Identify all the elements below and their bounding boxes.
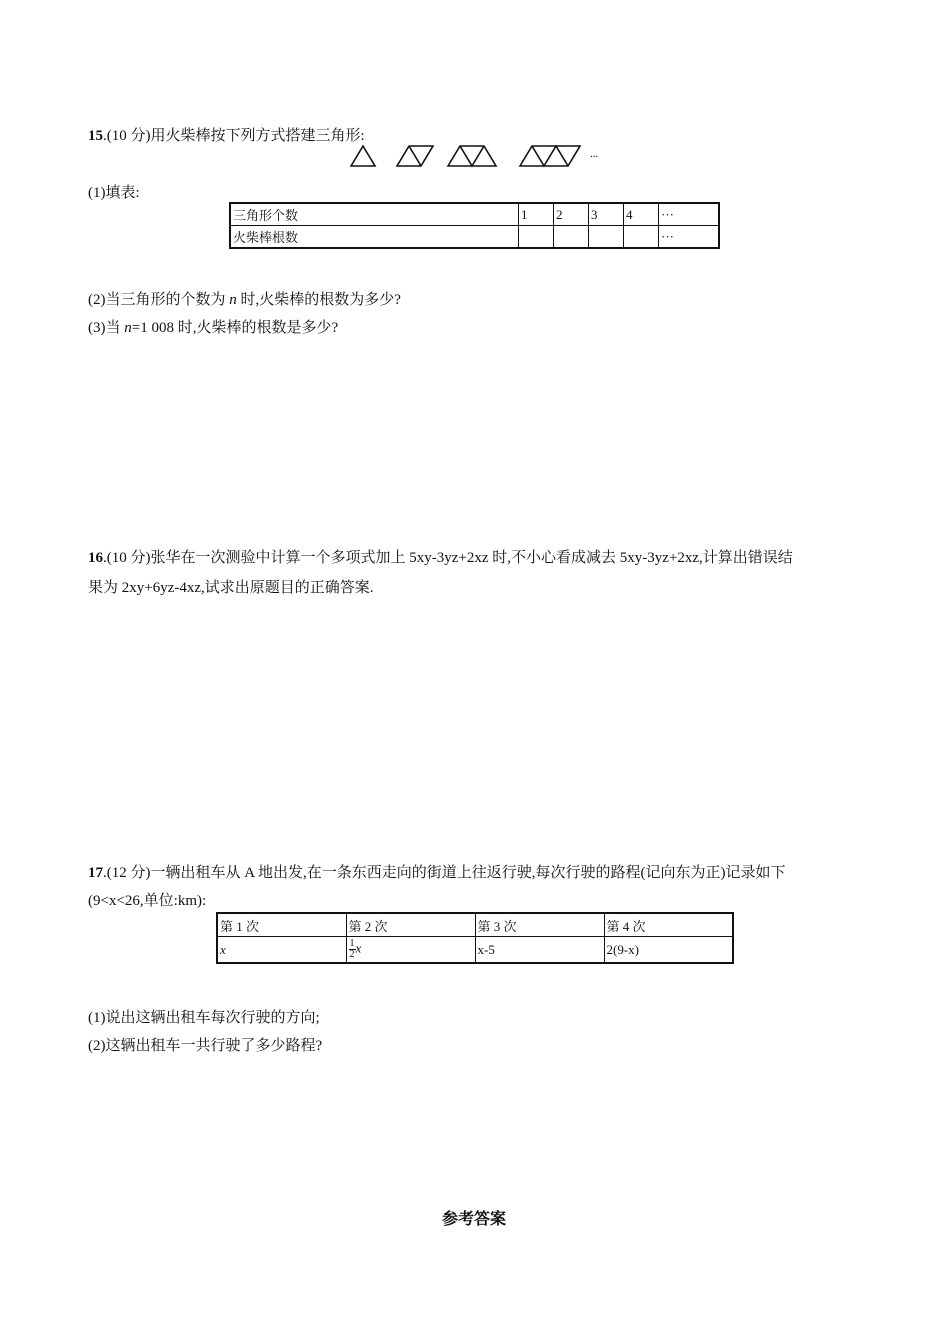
fraction-var: x xyxy=(355,940,362,956)
q15-number: 15 xyxy=(88,128,103,144)
q17-part1: (1)说出这辆出租车每次行驶的方向; xyxy=(88,1010,320,1026)
q15-part3-text-a: (3)当 xyxy=(88,320,125,336)
fraction-denominator: 2 xyxy=(349,949,355,960)
q17-line2: (9<x<26,单位:km): xyxy=(88,893,207,909)
q16-number: 16 xyxy=(88,550,103,566)
q15-stem xyxy=(88,124,365,145)
table-row xyxy=(230,203,719,226)
q15-stem-text: .(10 分)用火柴棒按下列方式搭建三角形: xyxy=(103,128,365,144)
table-row xyxy=(217,913,733,937)
q15-part3-var: n xyxy=(124,320,132,336)
q16-line1 xyxy=(88,546,793,567)
q17-line1-text: .(12 分)一辆出租车从 A 地出发,在一条东西走向的街道上往返行驶,每次行驶的路程(记向东为正)记录如下 xyxy=(103,865,786,881)
figure-one-triangle xyxy=(351,146,375,166)
q15-part3 xyxy=(88,316,338,337)
q16-line1-text: .(10 分)张华在一次测验中计算一个多项式加上 5xy-3yz+2xz 时,不小心看成减去 5xy-3yz+2xz,计算出错误结 xyxy=(103,550,793,566)
table-header-cell: 第 1 次 xyxy=(217,913,346,937)
table-header-cell: 第 4 次 xyxy=(604,913,733,937)
table-cell: 2 xyxy=(554,203,589,226)
table-header-cell: 第 2 次 xyxy=(346,913,475,937)
table-cell: 4 xyxy=(624,203,659,226)
table-cell: ··· xyxy=(659,203,720,226)
q15-part3-text-b: =1 008 时,火柴棒的根数是多少? xyxy=(131,320,339,336)
q15-part1: (1)填表: xyxy=(88,185,140,201)
answer-key-title: 参考答案 xyxy=(442,1209,507,1228)
figure-four-triangles xyxy=(520,146,580,166)
table-row xyxy=(230,226,719,249)
q15-table xyxy=(229,202,720,249)
fraction-numerator: 1 xyxy=(349,938,355,949)
table-cell-fraction xyxy=(346,937,475,964)
row-header-triangles: 三角形个数 xyxy=(230,203,519,226)
q15-part2-text-a: (2)当三角形的个数为 xyxy=(88,292,230,308)
q15-part2-text-b: 时,火柴棒的根数为多少? xyxy=(236,292,401,308)
table-header-cell: 第 3 次 xyxy=(475,913,604,937)
table-cell: 1 xyxy=(519,203,554,226)
q15-part2-var: n xyxy=(229,292,237,308)
table-cell: 2(9-x) xyxy=(604,937,733,964)
table-cell: x-5 xyxy=(475,937,604,964)
table-cell-empty xyxy=(554,226,589,249)
table-cell-empty xyxy=(519,226,554,249)
q17-part2: (2)这辆出租车一共行驶了多少路程? xyxy=(88,1038,323,1054)
q17-line1 xyxy=(88,861,786,882)
figure-three-triangles xyxy=(448,146,496,166)
q17-number: 17 xyxy=(88,865,103,881)
table-cell-empty xyxy=(589,226,624,249)
row-header-matchsticks: 火柴棒根数 xyxy=(230,226,519,249)
table-cell-empty xyxy=(624,226,659,249)
q17-table xyxy=(216,912,734,964)
table-row xyxy=(217,937,733,964)
table-cell: ··· xyxy=(659,226,720,249)
q16-line2: 果为 2xy+6yz-4xz,试求出原题目的正确答案. xyxy=(88,580,374,596)
table-cell: x xyxy=(217,937,346,964)
table-cell: 3 xyxy=(589,203,624,226)
figure-ellipsis: ... xyxy=(590,148,599,160)
figure-two-triangles xyxy=(397,146,433,166)
fraction xyxy=(349,939,356,960)
q15-part2 xyxy=(88,288,401,309)
matchstick-triangles-figure xyxy=(348,143,588,169)
